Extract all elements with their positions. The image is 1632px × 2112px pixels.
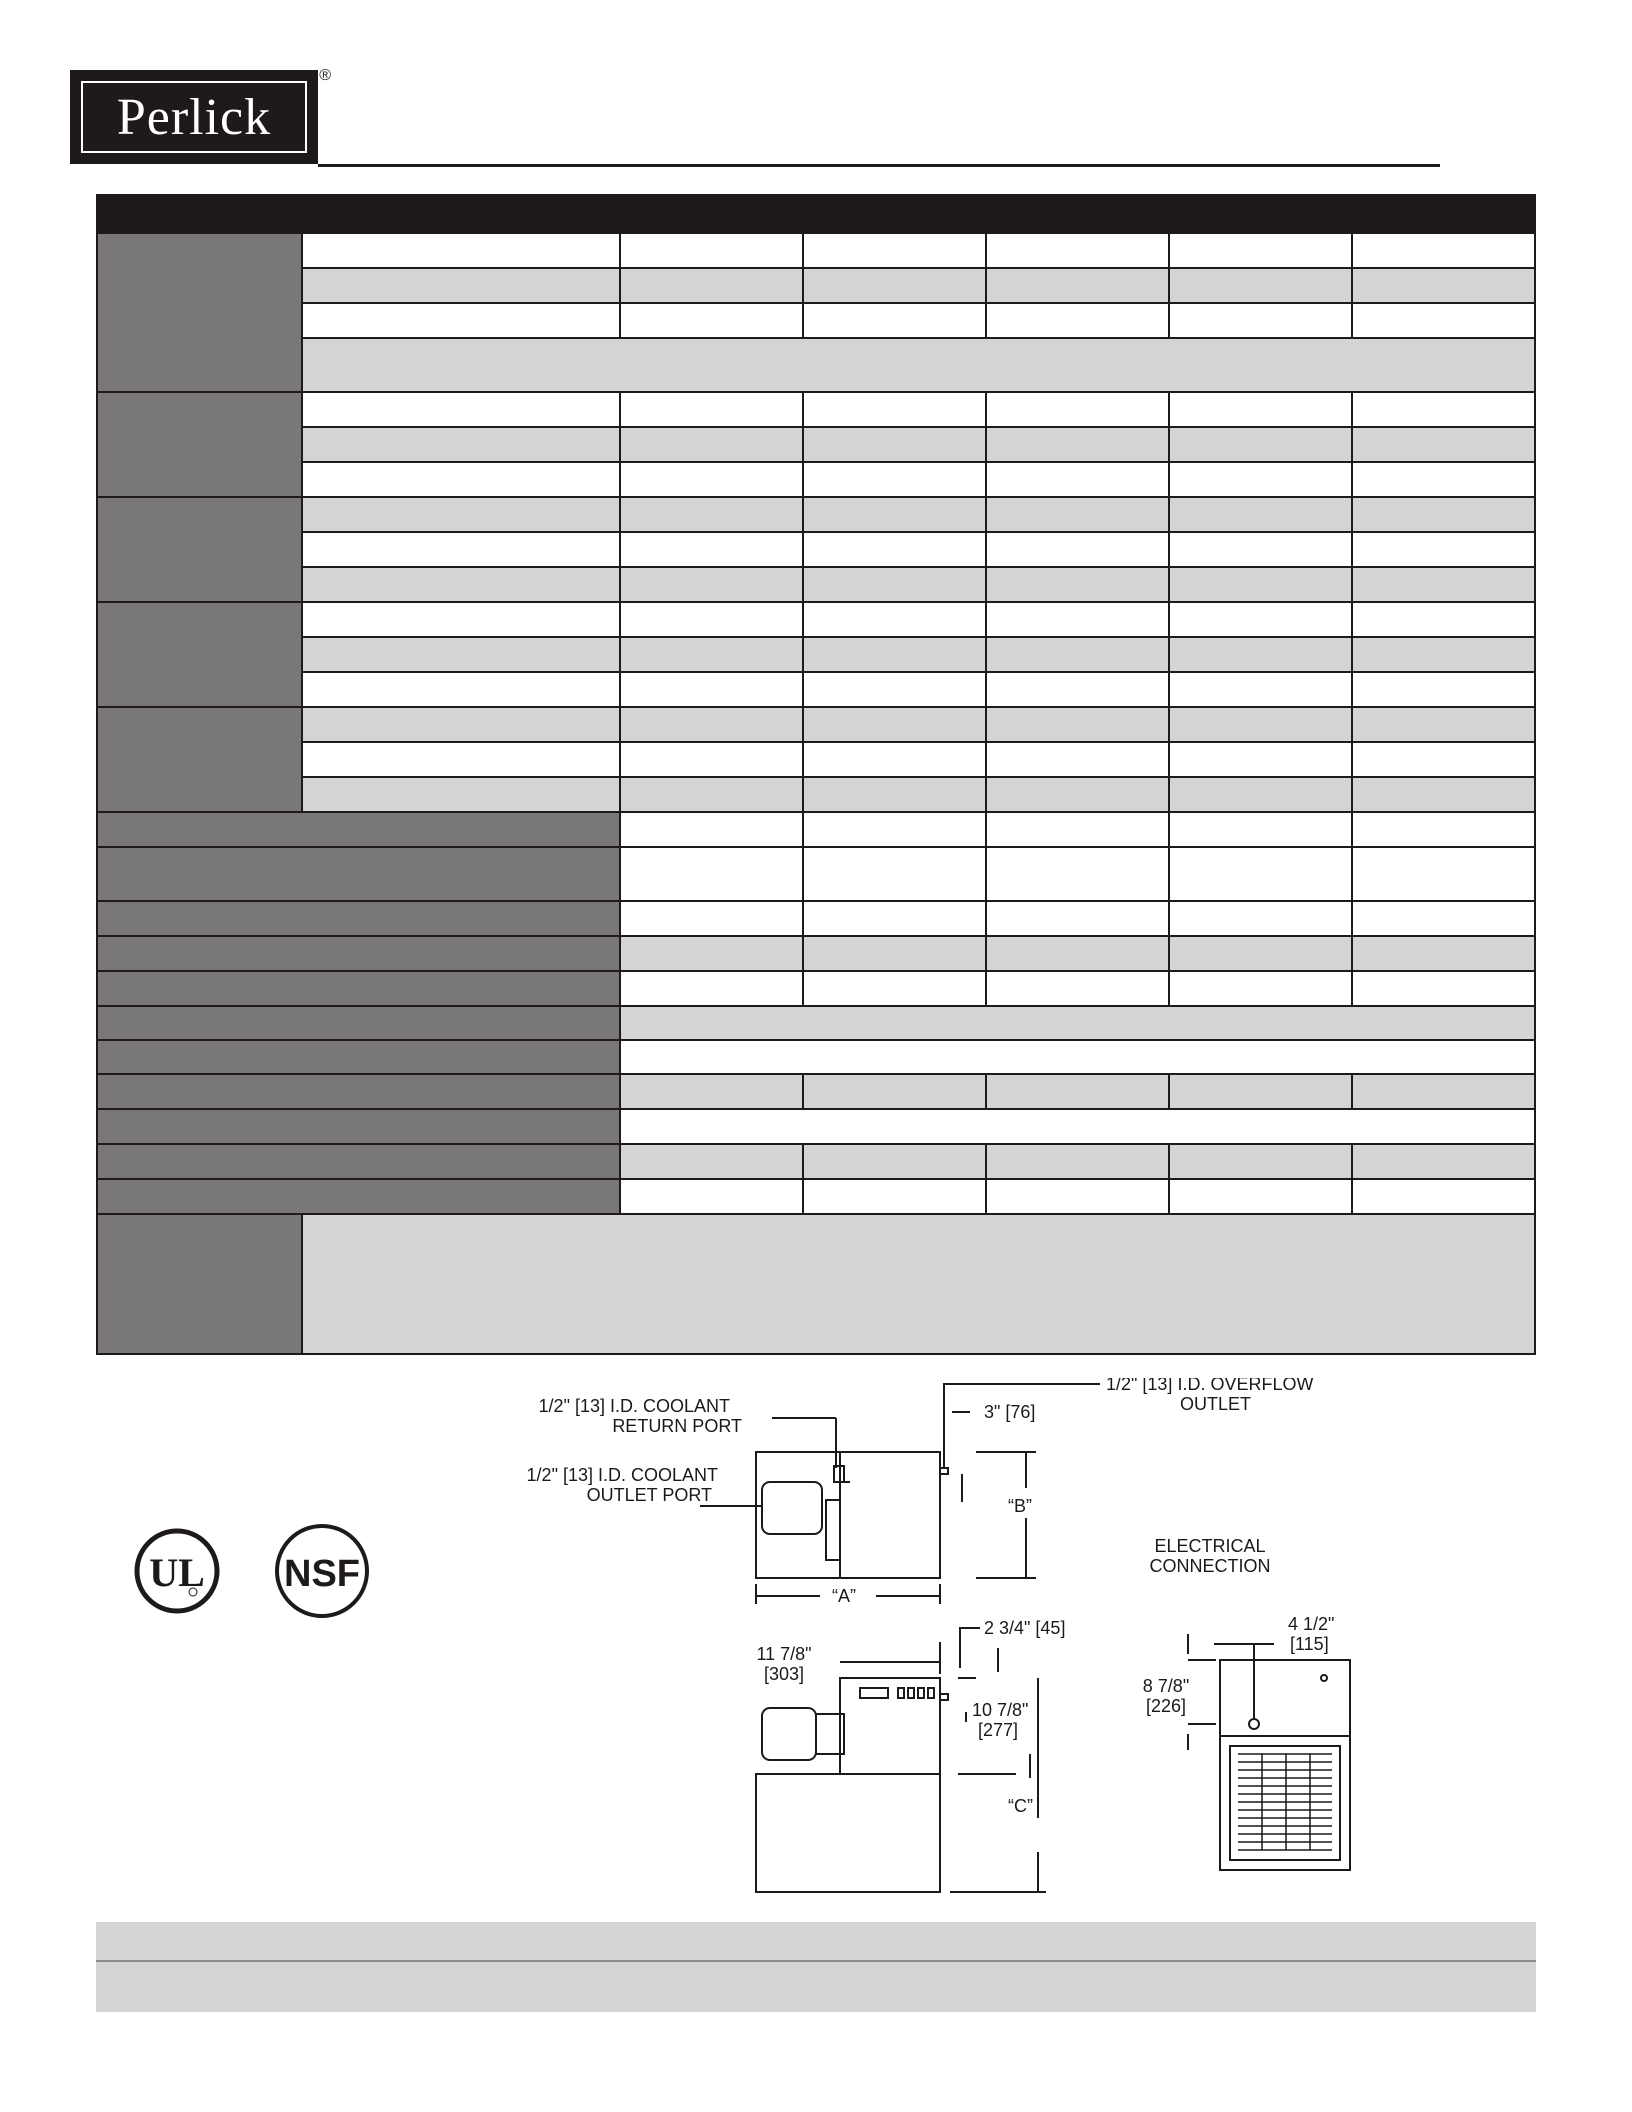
footer-band-top bbox=[96, 1922, 1536, 1962]
overflow-label-line2: OUTLET bbox=[1180, 1394, 1252, 1414]
side-view-cabinet bbox=[756, 1452, 940, 1578]
specifications-table bbox=[96, 194, 1536, 1355]
dimension-10-7-8-label: 10 7/8" bbox=[972, 1700, 1029, 1720]
table-row bbox=[97, 1040, 1535, 1074]
table-row bbox=[97, 742, 1535, 777]
table-row bbox=[97, 1109, 1535, 1144]
dimension-303-label: [303] bbox=[763, 1664, 805, 1684]
ul-mark-text: UL bbox=[149, 1550, 205, 1595]
dimension-a-label: “A” bbox=[832, 1586, 856, 1606]
dimension-8-7-8-label: 8 7/8" bbox=[1142, 1676, 1190, 1696]
nsf-certification-icon bbox=[272, 1522, 372, 1620]
table-header-band bbox=[97, 195, 1535, 233]
outlet-port-label-line2: OUTLET PORT bbox=[586, 1485, 712, 1505]
dimension-11-7-8-label: 11 7/8" bbox=[756, 1644, 812, 1664]
header-rule bbox=[318, 164, 1440, 167]
table-row bbox=[97, 971, 1535, 1006]
table-row bbox=[97, 303, 1535, 338]
table-row bbox=[97, 497, 1535, 532]
outlet-port-label-line1: 1/2" [13] I.D. COOLANT bbox=[526, 1465, 718, 1485]
dimension-115-label: [115] bbox=[1290, 1634, 1329, 1654]
table-row bbox=[97, 233, 1535, 268]
front-view-cabinet bbox=[756, 1774, 940, 1892]
table-row bbox=[97, 777, 1535, 812]
table-row bbox=[97, 707, 1535, 742]
dimension-226-label: [226] bbox=[1145, 1696, 1187, 1716]
electrical-label-line1: ELECTRICAL bbox=[1154, 1536, 1266, 1556]
table-row bbox=[97, 812, 1535, 847]
footer-band-bottom bbox=[96, 1962, 1536, 2012]
rear-view-cabinet bbox=[1220, 1660, 1350, 1870]
table-row bbox=[97, 1144, 1535, 1179]
overflow-label-line1: 1/2" [13] I.D. OVERFLOW bbox=[1106, 1378, 1314, 1394]
table-row bbox=[97, 936, 1535, 971]
logo-wordmark: Perlick bbox=[116, 88, 272, 146]
return-port-label-line1: 1/2" [13] I.D. COOLANT bbox=[538, 1396, 730, 1416]
electrical-connection-port bbox=[1249, 1719, 1259, 1729]
table-row bbox=[97, 637, 1535, 672]
table-row bbox=[97, 602, 1535, 637]
dimension-3-label: 3" [76] bbox=[984, 1402, 1036, 1422]
table-row bbox=[97, 268, 1535, 303]
dimension-2-3-4-label: 2 3/4" [45] bbox=[984, 1618, 1066, 1638]
table-row bbox=[97, 567, 1535, 602]
electrical-label-line2: CONNECTION bbox=[1149, 1556, 1271, 1576]
table-row bbox=[97, 901, 1535, 936]
table-row bbox=[97, 427, 1535, 462]
table-row bbox=[97, 1006, 1535, 1040]
perlick-logo bbox=[70, 67, 331, 164]
table-row bbox=[97, 847, 1535, 901]
table-row bbox=[97, 532, 1535, 567]
dimension-drawing bbox=[500, 1378, 1380, 1908]
ul-certification-icon bbox=[132, 1526, 222, 1616]
nsf-mark-text: NSF bbox=[284, 1553, 360, 1595]
return-port-label-line2: RETURN PORT bbox=[612, 1416, 742, 1436]
table-row bbox=[97, 1074, 1535, 1109]
table-row bbox=[97, 338, 1535, 392]
table-row bbox=[97, 1179, 1535, 1214]
table-row bbox=[97, 392, 1535, 427]
table-row bbox=[97, 462, 1535, 497]
dimension-277-label: [277] bbox=[978, 1720, 1019, 1740]
dimension-c-label: “C” bbox=[1008, 1796, 1033, 1816]
table-row bbox=[97, 672, 1535, 707]
table-row bbox=[97, 1214, 1535, 1354]
dimension-4-1-2-label: 4 1/2" bbox=[1288, 1614, 1335, 1634]
registered-mark: ® bbox=[319, 67, 331, 84]
dimension-b-label: “B” bbox=[1008, 1496, 1032, 1516]
